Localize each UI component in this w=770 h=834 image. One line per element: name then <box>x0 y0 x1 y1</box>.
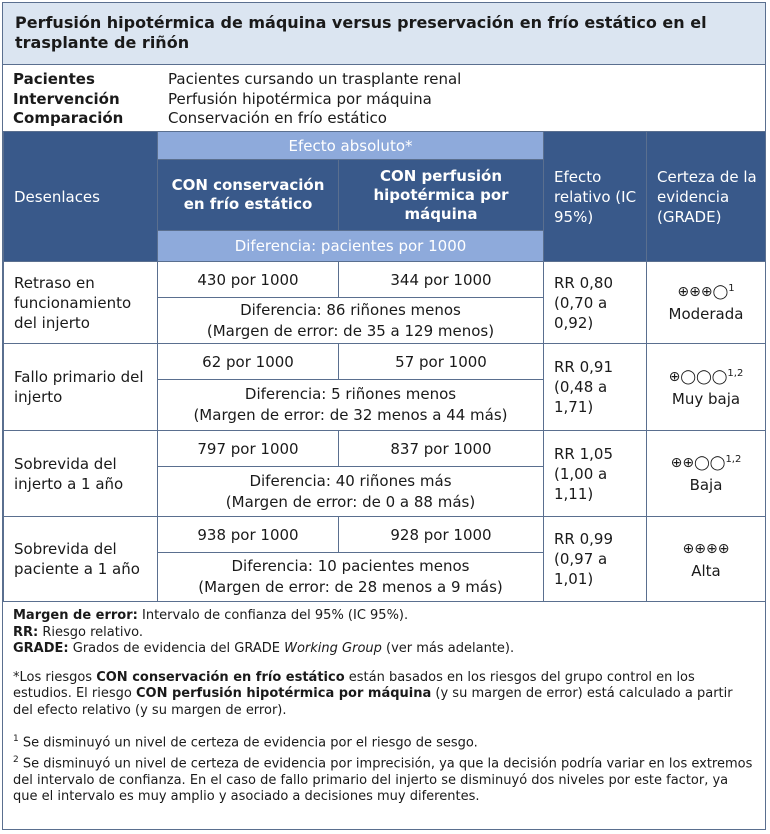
margin-text: (Margen de error: de 35 a 129 menos) <box>206 321 495 340</box>
header-intervention: CON perfusión hipotérmica por máquina <box>339 160 544 231</box>
grade-label: Alta <box>691 561 721 580</box>
relative-effect-value: RR 0,99 (0,97 a 1,01) <box>544 517 647 602</box>
grade-label: Muy baja <box>671 389 741 408</box>
pico-section <box>3 65 765 131</box>
table-row <box>4 344 766 380</box>
difference-cell <box>158 380 544 431</box>
relative-effect-value: RR 0,91 (0,48 a 1,71) <box>544 344 647 431</box>
table-title: Perfusión hipotérmica de máquina versus preservación en frío estático en el trasplante de riñón <box>3 3 765 65</box>
pico-row-intervention <box>13 90 755 110</box>
control-value: 430 por 1000 <box>158 262 339 298</box>
pico-label: Intervención <box>13 89 120 108</box>
intervention-value: 928 por 1000 <box>339 517 544 553</box>
header-absolute-effect: Efecto absoluto* <box>158 132 544 160</box>
difference-text: Diferencia: 86 riñones menos <box>240 300 461 319</box>
intervention-value: 344 por 1000 <box>339 262 544 298</box>
grade-symbols-icon: ⊕⊕◯◯ <box>670 455 726 471</box>
margin-text: (Margen de error: de 32 menos a 44 más) <box>193 406 508 424</box>
summary-of-findings-card <box>2 2 766 830</box>
grade-cell <box>647 517 766 602</box>
pico-label: Pacientes <box>13 70 95 88</box>
grade-cell <box>647 344 766 431</box>
margin-text: (Margen de error: de 0 a 88 más) <box>225 492 476 511</box>
header-certainty: Certeza de la evidencia (GRADE) <box>647 132 766 262</box>
pico-value: Conservación en frío estático <box>168 109 387 127</box>
outcome-cell: Fallo primario del injerto <box>4 344 158 431</box>
table-row <box>4 262 766 298</box>
note-rr: RR: Riesgo relativo. <box>13 624 144 640</box>
grade-symbols-icon: ⊕⊕⊕◯ <box>677 284 729 300</box>
grade-cell <box>647 262 766 344</box>
grade-label: Moderada <box>668 305 744 323</box>
pico-label: Comparación <box>13 109 124 127</box>
footnote-1: $^1$ Se disminuyó un nivel de certeza de evidencia por el riesgo de sesgo. <box>13 734 478 751</box>
note-margin: Margen de error: Intervalo de confianza del 95% (IC 95%). <box>13 608 409 623</box>
grade-footnote-ref: 1,2 <box>727 367 744 379</box>
table-row <box>4 431 766 467</box>
difference-cell <box>158 467 544 517</box>
pico-value: Perfusión hipotérmica por máquina <box>168 89 432 108</box>
note-asterisk: *Los riesgos CON conservación en frío estático están basados en los riesgos del grupo control en los estudios. El riesgo CON perfusión hipotérmica por máquina (y su margen de error) está calculado a partir del efecto relativo (y su margen de error). <box>13 669 733 718</box>
note-grade: GRADE: Grados de evidencia del GRADE Working Group (ver más adelante). <box>13 641 515 656</box>
difference-text: Diferencia: 5 riñones menos <box>244 385 457 403</box>
header-relative-effect: Efecto relativo (IC 95%) <box>544 132 647 262</box>
grade-symbols-icon: ⊕◯◯◯ <box>668 368 728 385</box>
relative-effect-value: RR 0,80 (0,70 a 0,92) <box>544 262 647 344</box>
findings-table <box>3 131 766 602</box>
intervention-value: 837 por 1000 <box>339 431 544 467</box>
intervention-value: 57 por 1000 <box>339 344 544 380</box>
pico-value: Pacientes cursando un trasplante renal <box>168 70 462 88</box>
header-outcomes: Desenlaces <box>4 132 158 262</box>
table-row <box>4 517 766 553</box>
outcome-cell: Retraso en funcionamiento del injerto <box>4 262 158 344</box>
grade-footnote-ref: 1 <box>728 283 735 294</box>
control-value: 62 por 1000 <box>158 344 339 380</box>
header-difference: Diferencia: pacientes por 1000 <box>158 231 544 262</box>
grade-cell <box>647 431 766 517</box>
difference-text: Diferencia: 40 riñones más <box>249 471 452 490</box>
difference-cell <box>158 298 544 344</box>
control-value: 797 por 1000 <box>158 431 339 467</box>
difference-cell <box>158 553 544 602</box>
relative-effect-value: RR 1,05 (1,00 a 1,11) <box>544 431 647 517</box>
footnote-2: $^2$ Se disminuyó un nivel de certeza de evidencia por imprecisión, ya que la decisión podría variar en los extremos del intervalo de confianza. En el caso de fallo primario del injerto se disminuyó dos niveles por este factor, ya que el intervalo es muy amplio y asociado a decisiones muy diferentes. <box>13 754 753 805</box>
grade-footnote-ref: 1,2 <box>725 454 742 465</box>
pico-row-comparison <box>13 109 755 129</box>
outcome-cell: Sobrevida del paciente a 1 año <box>4 517 158 602</box>
pico-row-patients <box>13 70 755 90</box>
difference-text: Diferencia: 10 pacientes menos <box>231 557 470 575</box>
control-value: 938 por 1000 <box>158 517 339 553</box>
footnotes <box>3 602 765 806</box>
outcome-cell: Sobrevida del injerto a 1 año <box>4 431 158 517</box>
header-control: CON conservación en frío estático <box>158 160 339 231</box>
margin-text: (Margen de error: de 28 menos a 9 más) <box>198 578 503 596</box>
grade-symbols-icon: ⊕⊕⊕⊕ <box>682 540 730 557</box>
grade-label: Baja <box>689 476 723 494</box>
